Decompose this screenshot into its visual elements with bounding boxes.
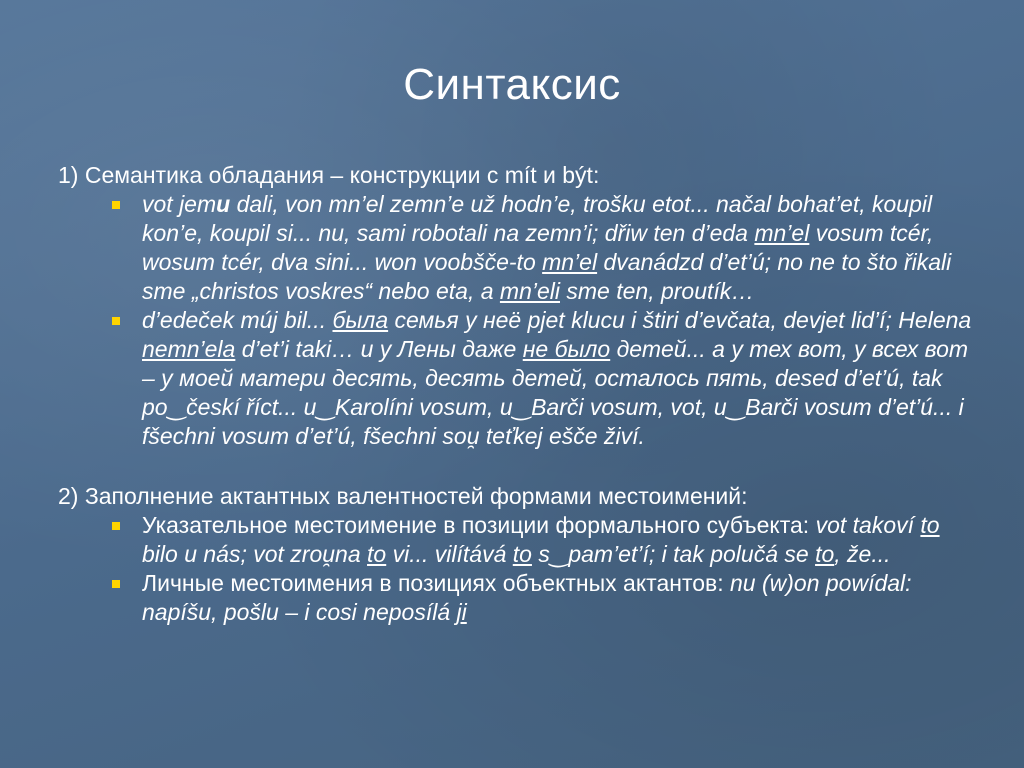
section2-heading: 2) Заполнение актантных валентностей формами местоимений: bbox=[58, 483, 748, 509]
bullet-icon bbox=[112, 580, 120, 588]
slide-title: Синтаксис bbox=[403, 60, 621, 109]
list-item bbox=[108, 511, 978, 569]
bullet-icon bbox=[112, 317, 120, 325]
list-item bbox=[108, 569, 978, 627]
example-text: d’edeček múj bil... была семья у неё pjet klucu i štiri d’evčata, devjet lid’í; Helena nemn’ela d’et’i taki… и у Лены даже не было детей... а у тех вот, у всех вот – у моей матери десять, десять детей, осталось пять, desed d’et’ú, tak po‿českí říct... u‿Karolíni vosum, u‿Barči vosum, vot, u‿Barči vosum d’et’ú... i fšechni vosum d’et’ú, fšechni sou̯ teťkej ešče živí. bbox=[142, 307, 972, 449]
section1-heading: 1) Семантика обладания – конструкции с mít и být: bbox=[58, 162, 600, 188]
section1-list bbox=[58, 190, 978, 451]
example-text: vot jemu dali, von mn’el zemn’e už hodn’e, trošku etot... načal bohat’et, koupil kon’e, koupil si... nu, sami robotali na zemn’i; dřiw ten d’eda mn’el vosum tcér, wosum tcér, dva sini... won voobšče-to mn’el dvanádzd d’et’ú; no ne to što řikali sme „christos voskres“ nebo eta, a mn’eli sme ten, proutík… bbox=[142, 191, 952, 304]
example-text: Указательное местоимение в позиции формального субъекта: vot takoví to bilo u nás; vot zrou̯na to vi... vilítává to s‿pam’et’í; i tak polučá se to, že... bbox=[142, 512, 940, 567]
list-item bbox=[108, 190, 978, 306]
slide-content bbox=[58, 160, 978, 627]
section2-list bbox=[58, 511, 978, 627]
bullet-icon bbox=[112, 522, 120, 530]
example-text: Личные местоимения в позициях объектных актантов: nu (w)on powídal: napíšu, pošlu – i cosi neposílá ji bbox=[142, 570, 912, 625]
bullet-icon bbox=[112, 201, 120, 209]
list-item bbox=[108, 306, 978, 451]
